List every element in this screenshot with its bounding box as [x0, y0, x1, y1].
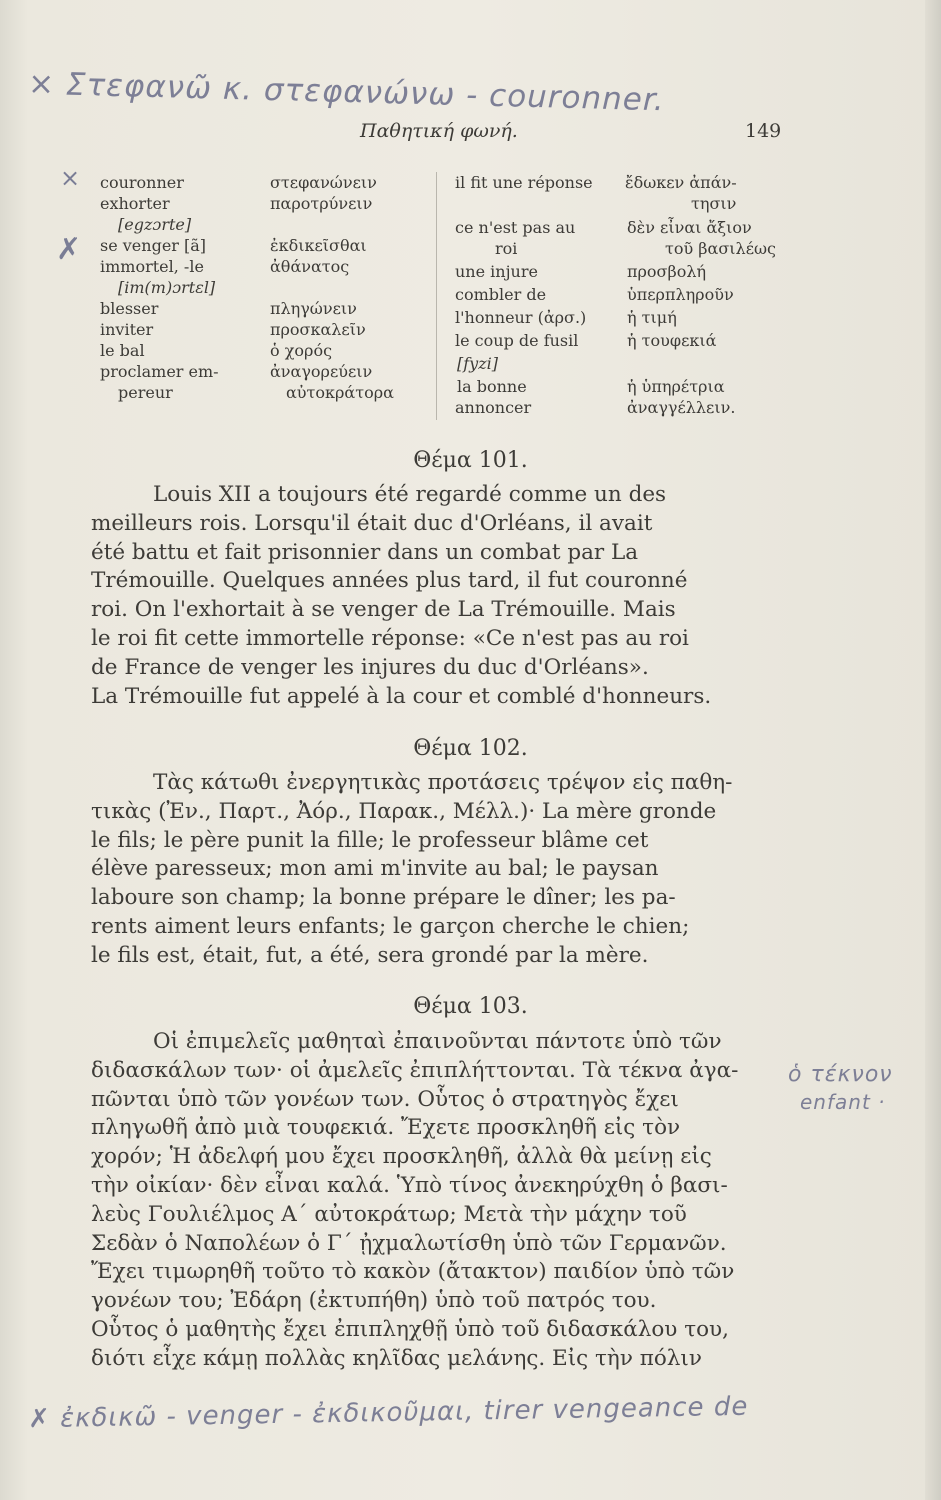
vocab-row	[495, 238, 517, 260]
page-number: 149	[745, 120, 782, 142]
theme-103-text	[91, 1028, 801, 1374]
vocab-gr: δὲν εἶναι ἄξιον	[627, 218, 752, 237]
vocab-row-gr	[627, 307, 677, 329]
vocab-row-gr	[286, 382, 394, 404]
vocab-row-gr	[625, 172, 737, 194]
vocab-fr: la bonne	[457, 377, 527, 396]
vocab-row	[457, 376, 527, 398]
text-line: πῶνται ὑπὸ τῶν γονέων των. Οὗτος ὁ στρατηγὸς ἔχει	[91, 1086, 679, 1112]
vocab-row-gr	[270, 319, 366, 341]
text-line: de France de venger les injures du duc d'Orléans».	[91, 654, 649, 680]
vocab-row	[455, 261, 538, 283]
vocab-gr: ἀναγγέλλειν.	[627, 398, 736, 417]
text-line: été battu et fait prisonnier dans un combat par La	[91, 539, 639, 565]
text-line: Trémouille. Quelques années plus tard, il fut couronné	[91, 568, 688, 594]
theme-102-text	[91, 769, 801, 971]
vocab-fr: l'honneur (ἀρσ.)	[455, 308, 587, 327]
margin-double-cross-mark: ✗	[56, 232, 82, 267]
vocab-row	[100, 235, 206, 257]
vocab-row	[100, 172, 184, 194]
theme-102-title: Θέμα 102.	[413, 736, 528, 761]
vocab-row-gr	[627, 397, 735, 419]
vocab-row	[100, 193, 170, 215]
text-line: διότι εἶχε κάμῃ πολλὰς κηλῖδας μελάνης. Εἰς τὴν πόλιν	[91, 1345, 702, 1371]
vocab-fr: annoncer	[455, 398, 532, 417]
vocab-gr: προσκαλεῖν	[270, 320, 366, 339]
text-line: rents aiment leurs enfants; le garçon cherche le chien;	[91, 913, 690, 939]
vocab-fr: exhorter	[100, 194, 170, 213]
text-line: le fils est, était, fut, a été, sera grondé par la mère.	[91, 942, 649, 968]
vocab-gr: παροτρύνειν	[270, 194, 373, 213]
vocab-fr: combler de	[455, 285, 547, 304]
text-line: Οἱ ἐπιμελεῖς μαθηταὶ ἐπαινοῦνται πάντοτε ὑπὸ τῶν	[153, 1029, 722, 1054]
text-line: La Trémouille fut appelé à la cour et comblé d'honneurs.	[91, 683, 712, 709]
vocab-row-gr	[691, 193, 736, 215]
handwritten-note-right-2: enfant ·	[800, 1090, 886, 1114]
vocab-row	[455, 284, 546, 306]
vocab-phonetic: [egzɔrte]	[118, 215, 192, 234]
vocab-fr: se venger [ã]	[100, 236, 207, 255]
theme-103-title: Θέμα 103.	[413, 994, 528, 1019]
vocab-gr: ἡ ὑπηρέτρια	[627, 377, 725, 396]
text-line: τὴν οἰκίαν· δὲν εἶναι καλά. Ὑπὸ τίνος ἀνεκηρύχθη ὁ βασι-	[91, 1172, 728, 1198]
text-line: roi. On l'exhortait à se venger de La Trémouille. Mais	[91, 597, 676, 623]
text-line: Σεδὰν ὁ Ναπολέων ὁ Γ΄ ᾐχμαλωτίσθη ὑπὸ τῶν Γερμανῶν.	[91, 1230, 727, 1256]
vocab-gr: ἀθάνατος	[270, 257, 350, 276]
vocab-gr: ἡ τιμή	[627, 308, 677, 327]
handwritten-note-bottom: ✗ ἐκδικῶ - venger - ἐκδικοῦμαι, tirer vengeance de	[27, 1391, 749, 1435]
vocab-fr: inviter	[100, 320, 154, 339]
text-line: τικὰς (Ἐν., Παρτ., Ἀόρ., Παρακ., Μέλλ.)· La mère gronde	[91, 798, 717, 824]
vocab-row	[455, 217, 575, 239]
text-line: Ἔχει τιμωρηθῆ τοῦτο τὸ κακὸν (ἄτακτον) παιδίον ὑπὸ τῶν	[91, 1259, 735, 1285]
vocab-row	[100, 256, 204, 278]
text-line: élève paresseux; mon ami m'invite au bal; le paysan	[91, 856, 659, 882]
text-line: πληγωθῆ ἀπὸ μιὰ τουφεκιά. Ἔχετε προσκληθῆ εἰς τὸν	[91, 1115, 681, 1141]
vocab-gr: τησιν	[691, 194, 737, 213]
vocab-row-gr	[627, 261, 706, 283]
vocab-row-gr	[270, 235, 367, 257]
vocab-fr: ce n'est pas au	[455, 218, 576, 237]
vocab-row	[118, 277, 215, 299]
vocab-gr: ἡ τουφεκιά	[627, 331, 717, 350]
vocab-gr: ἐκδικεῖσθαι	[270, 236, 367, 255]
vocab-divider	[436, 172, 437, 420]
text-line: le fils; le père punit la fille; le professeur blâme cet	[91, 827, 649, 853]
text-line: χορόν; Ἡ ἀδελφή μου ἔχει προσκληθῆ, ἀλλὰ θὰ μείνῃ εἰς	[91, 1144, 712, 1170]
vocab-row	[455, 172, 593, 194]
vocab-row	[457, 353, 498, 375]
text-line: laboure son champ; la bonne prépare le dîner; les pa-	[91, 885, 676, 911]
margin-cross-mark: ×	[60, 164, 81, 192]
vocab-row-gr	[627, 330, 716, 352]
vocab-row-gr	[627, 284, 734, 306]
vocab-gr: αὐτοκράτορα	[286, 383, 394, 402]
vocab-gr: τοῦ βασιλέως	[665, 239, 776, 258]
vocab-fr: couronner	[100, 173, 184, 192]
vocab-row-gr	[665, 238, 776, 260]
vocab-gr: ἔδωκεν ἀπάν-	[625, 173, 737, 192]
vocab-row	[100, 361, 219, 383]
text-line: le roi fit cette immortelle réponse: «Ce n'est pas au roi	[91, 625, 689, 651]
vocab-row-gr	[270, 298, 357, 320]
vocab-fr: il fit une réponse	[455, 173, 593, 192]
vocab-row	[118, 214, 191, 236]
vocab-row-gr	[627, 376, 725, 398]
vocab-fr: proclamer em-	[100, 362, 219, 381]
vocab-fr: blesser	[100, 299, 159, 318]
text-line: meilleurs rois. Lorsqu'il était duc d'Orléans, il avait	[91, 510, 653, 536]
text-line: γονέων του; Ἐδάρη (ἐκτυπήθη) ὑπὸ τοῦ πατρός του.	[91, 1288, 657, 1314]
handwritten-note-top: × Στεφανῶ κ. στεφανώνω - couronner.	[27, 65, 666, 119]
vocab-row-gr	[270, 256, 349, 278]
vocab-row-gr	[270, 340, 332, 362]
vocab-row	[455, 307, 586, 329]
vocab-fr: le bal	[100, 341, 145, 360]
vocab-fr: une injure	[455, 262, 538, 281]
vocab-row	[100, 340, 145, 362]
vocab-row	[455, 397, 531, 419]
vocab-fr: pereur	[118, 383, 173, 402]
text-line: λεὺς Γουλιέλμος Α΄ αὐτοκράτωρ; Μετὰ τὴν μάχην τοῦ	[91, 1201, 687, 1227]
vocab-gr: ἀναγορεύειν	[270, 362, 373, 381]
text-line: Louis XII a toujours été regardé comme un des	[153, 482, 667, 507]
vocab-fr: le coup de fusil	[455, 331, 579, 350]
text-line: Τὰς κάτωθι ἐνεργητικὰς προτάσεις τρέψον εἰς παθη-	[153, 770, 733, 795]
vocab-row-gr	[270, 193, 372, 215]
handwritten-note-right-1: ὁ τέκνον	[788, 1062, 893, 1087]
vocab-row-gr	[270, 172, 377, 194]
vocab-gr: ὁ χορός	[270, 341, 333, 360]
vocab-gr: στεφανώνειν	[270, 173, 377, 192]
text-line: Οὗτος ὁ μαθητὴς ἔχει ἐπιπληχθῇ ὑπὸ τοῦ διδασκάλου του,	[91, 1316, 729, 1342]
vocab-fr: roi	[495, 239, 518, 258]
vocab-row-gr	[627, 217, 752, 239]
vocab-gr: προσβολή	[627, 262, 707, 281]
vocab-phonetic: [im(m)ɔrtɛl]	[118, 278, 216, 297]
vocab-gr: πληγώνειν	[270, 299, 357, 318]
vocab-phonetic: [fyzi]	[457, 354, 498, 373]
vocab-row	[455, 330, 578, 352]
text-line: διδασκάλων των· οἱ ἀμελεῖς ἐπιπλήττονται. Τὰ τέκνα ἀγα-	[91, 1057, 739, 1083]
vocab-row-gr	[270, 361, 372, 383]
vocab-row	[100, 298, 158, 320]
vocab-row	[100, 319, 153, 341]
vocab-row	[118, 382, 173, 404]
vocab-fr: immortel, -le	[100, 257, 204, 276]
theme-101-text	[91, 481, 801, 711]
vocab-gr: ὑπερπληροῦν	[627, 285, 734, 304]
page-header-title: Παθητική φωνή.	[360, 120, 518, 142]
theme-101-title: Θέμα 101.	[413, 448, 528, 473]
